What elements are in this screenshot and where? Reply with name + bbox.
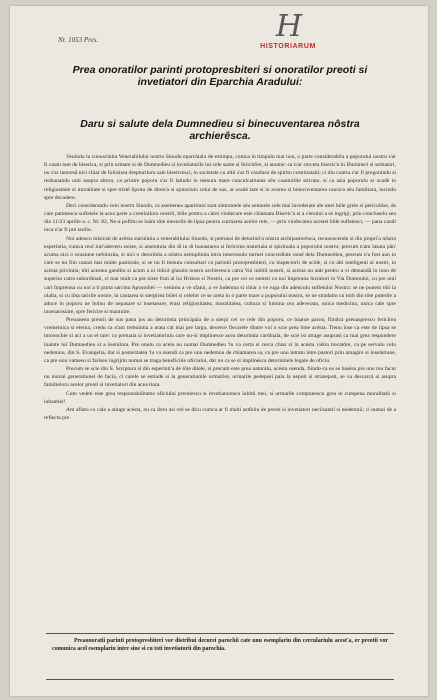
document-subtitle: Daru si salute dela Dumnedieu si binecuventarea nôstra archierêsca. — [80, 118, 360, 142]
footer-rule-bottom — [46, 679, 394, 680]
document-body — [44, 153, 396, 629]
logo-mark: H — [275, 9, 301, 44]
body-paragraph: Preoaneea preotii de sus pana jos au detorintia principala de a sterpi cei ce rele din poporu, ce baatue pacea, fiindca preoasprescu fericirea vremelnica si eterna, credu ca n'am trebuintia a arata cat mai pre largu, deorece fiecarele dintre voi o scie prea bine acésta. Tienu inse ca este de lipsa se intonochie si aci a un el tare: ca pretuaia si invetiatoriulu care nu-si implinesce acea detorintia cardinala, de scie isi atrage asuprasi ca mai grea respundere inainte lui Dumnedieu si a ôsenilora. Pre unulu ca acela nu numai Dumnedieu 'lu va certa si cerca chiar si in acésta viétia trecatôre, ca pe servulu celu nedemnu, din S. Evangelia, dar si posteritatea 'lu va osendi ca pre unu nedemnu de chiamarea sa, ca pre unu intratu intre pastori prin amagire si inselatiune, ca pre unu vamesu si fariseu ingrijitu numai se traga beneficiile oficiului, dar nu ca se si implinésca detorintiele legate de oficiu. — [44, 317, 396, 364]
logo-text: HISTORIARUM — [260, 43, 316, 50]
body-paragraph: Noi adencu misicati de acêsta staruintia a venerabilului Sinodu, si petrunsi de detorinti'a nôstra archipastorêsca, recunoscendu si din propri'a nôstra esperintia, cumca reul intr'adeveru esiste, si amenintia din di in di bunastarea si fericirea materiala si spirituala a poporului nostru; precum n'am lasatu pân' acuma nici o ocasiune nefolosita, si nici o detorintia a nôstra neimplinita intru interessulu turmei concrediute nouê dela Dumnedieu, precum n'a fost aun in care se nu fim cautat mai multe pastorale, si se nu fi tienutu consultari cu parintii protopresbiteri, cu inspectorii de scóle, si cu alti inteligenti ai nostri, in acésta privintia; tôti acestea ganditu si acum a ni ridicâ glasulu nostru archierescu catra Voi iubitii nostrii, si acésta nu atât pentru a vi demandâ in tonu de superior catra subordinati, ci mai mult ca pre niste frati ai lui Hristos si Nostrii, ca pre cei ce sunteti cu noi împreuna lucratori in Via Domnului, cu pre unii cari împreuna cu noi a ti purta sarcina Apostoliei — venimu a ve sfatui, a ve îndemna si chiar a ve ruga din adenculu sufletului Nostru: se ne punem tôti la olalta, si cu tôta taririle nostre, la cautarea si sterpirea bôlei si celelor ce se areta in o parte mare a poporului nostru, se ne stradaim cu totii din tôte puterile a aduce in poporu ne bolnu de nepasare si insetaeare, érasi religiositatea, moralitatea, cultura si lumina cea adeverata, unica medicina, unica cale spre insenatosiare, spre fericire si mantuire. — [44, 235, 396, 315]
body-paragraph: Precum se scie din S. Scriptura si din esperinti'a de tôte dilele, si precum este prea naturalu, acésta osenda, fiindu-ca ea se basésa pre unu reu facut nu numai generatiunei de facia, ci carele se estinde si la generatiunile urmatôre, urmarile pedepsei pala la nepoti si stranepoti, se va descarcá si asupra familieloru acelor preoti si invetiatori din acea tiara. — [44, 366, 396, 389]
body-paragraph: Cum vedeti este grea responsabilitatea oficiului preotiescu si invetiatorescu iubitii mei, si urmarile compunescu grea in cumpena moralitatii si iubantiei! — [44, 390, 396, 405]
body-paragraph: Deci considerandu vem nostru Sinodu, ca asemenea aparitiuni sunt simtomele séu semnele cele mai invederate ale unei bôle grele si periculôse, de care patimescu sufletele la acea parte a crestiniloru nostrii, bôle pentru a cărei vindecare este chiamata Biseric'a si a clerului a se ingrigi; prin concluselu seu din 11/23 aprilie a. c. Nr. 82, Ne-a poftitu se luâm tôte mesurile de lipsa pentru curmarea acelor rele, — prin vindecarea acestei bôle sufletesci, — pana candi inca n'ar fi pré tardiu. — [44, 202, 396, 234]
document-page — [10, 6, 428, 696]
footer-note: Preaonoratii parinti protopresbiteri vor distribui decurei parochii cate unu esemplariu din cerculariulu acest'a, er preotii vor comunica acel esemplariu intre sine si cu toti invetiatorii din parochia. — [52, 638, 388, 653]
historiarum-logo — [248, 9, 328, 50]
body-paragraph: Am aflatu cu cale a atinge acésta, nu ca doru asi vré se dicu cumca ar fi multi astfeliu de preoti si invetiatori neciisantii si nedemnii; ci numai de a reflecta pre — [44, 406, 396, 421]
footer-rule-top — [46, 633, 394, 634]
document-number: Nr. 1053 Pres. — [58, 36, 99, 44]
document-title: Prea onoratilor parinti protopresbiteri si onoratilor preoti si invetiatori din Eparchia Aradului: — [72, 64, 368, 88]
body-paragraph: Venindu la cunoscintia Venerabilului nostru Sinodu eparchialu de estimpu, cumca in timpulu mai nou, o parte considerabila a poporului nostru s'ar fi cautu tare de biserica, si prin urmare si de Dumnedieu si invetiaturile lui cele sante si fericitôre, si anume: ca n'ar cerceta biseric'a in Dumineci si serbatori, nu s'ar intereså nici chiar de folosirea drepturilorn sale bisericesci, in societate cu altii s'ar fi condusu de spiritu crestinatatii; ci din contra s'ar fi pregonindu si resbunandu unii asupra altoru, ca printre poporu s'ar fi latindu in mesura mare conculcatiunea sêu casatoriile stricate, si ca asia poporulu ar scadé in religiositate si moralitate si spre tristê lipsitu de diren'a si ajutoriulu celui de sus, ar scadé tare si in averea si binecuventarea causica sêu familiara, lucindu spre decadere. — [44, 154, 396, 201]
